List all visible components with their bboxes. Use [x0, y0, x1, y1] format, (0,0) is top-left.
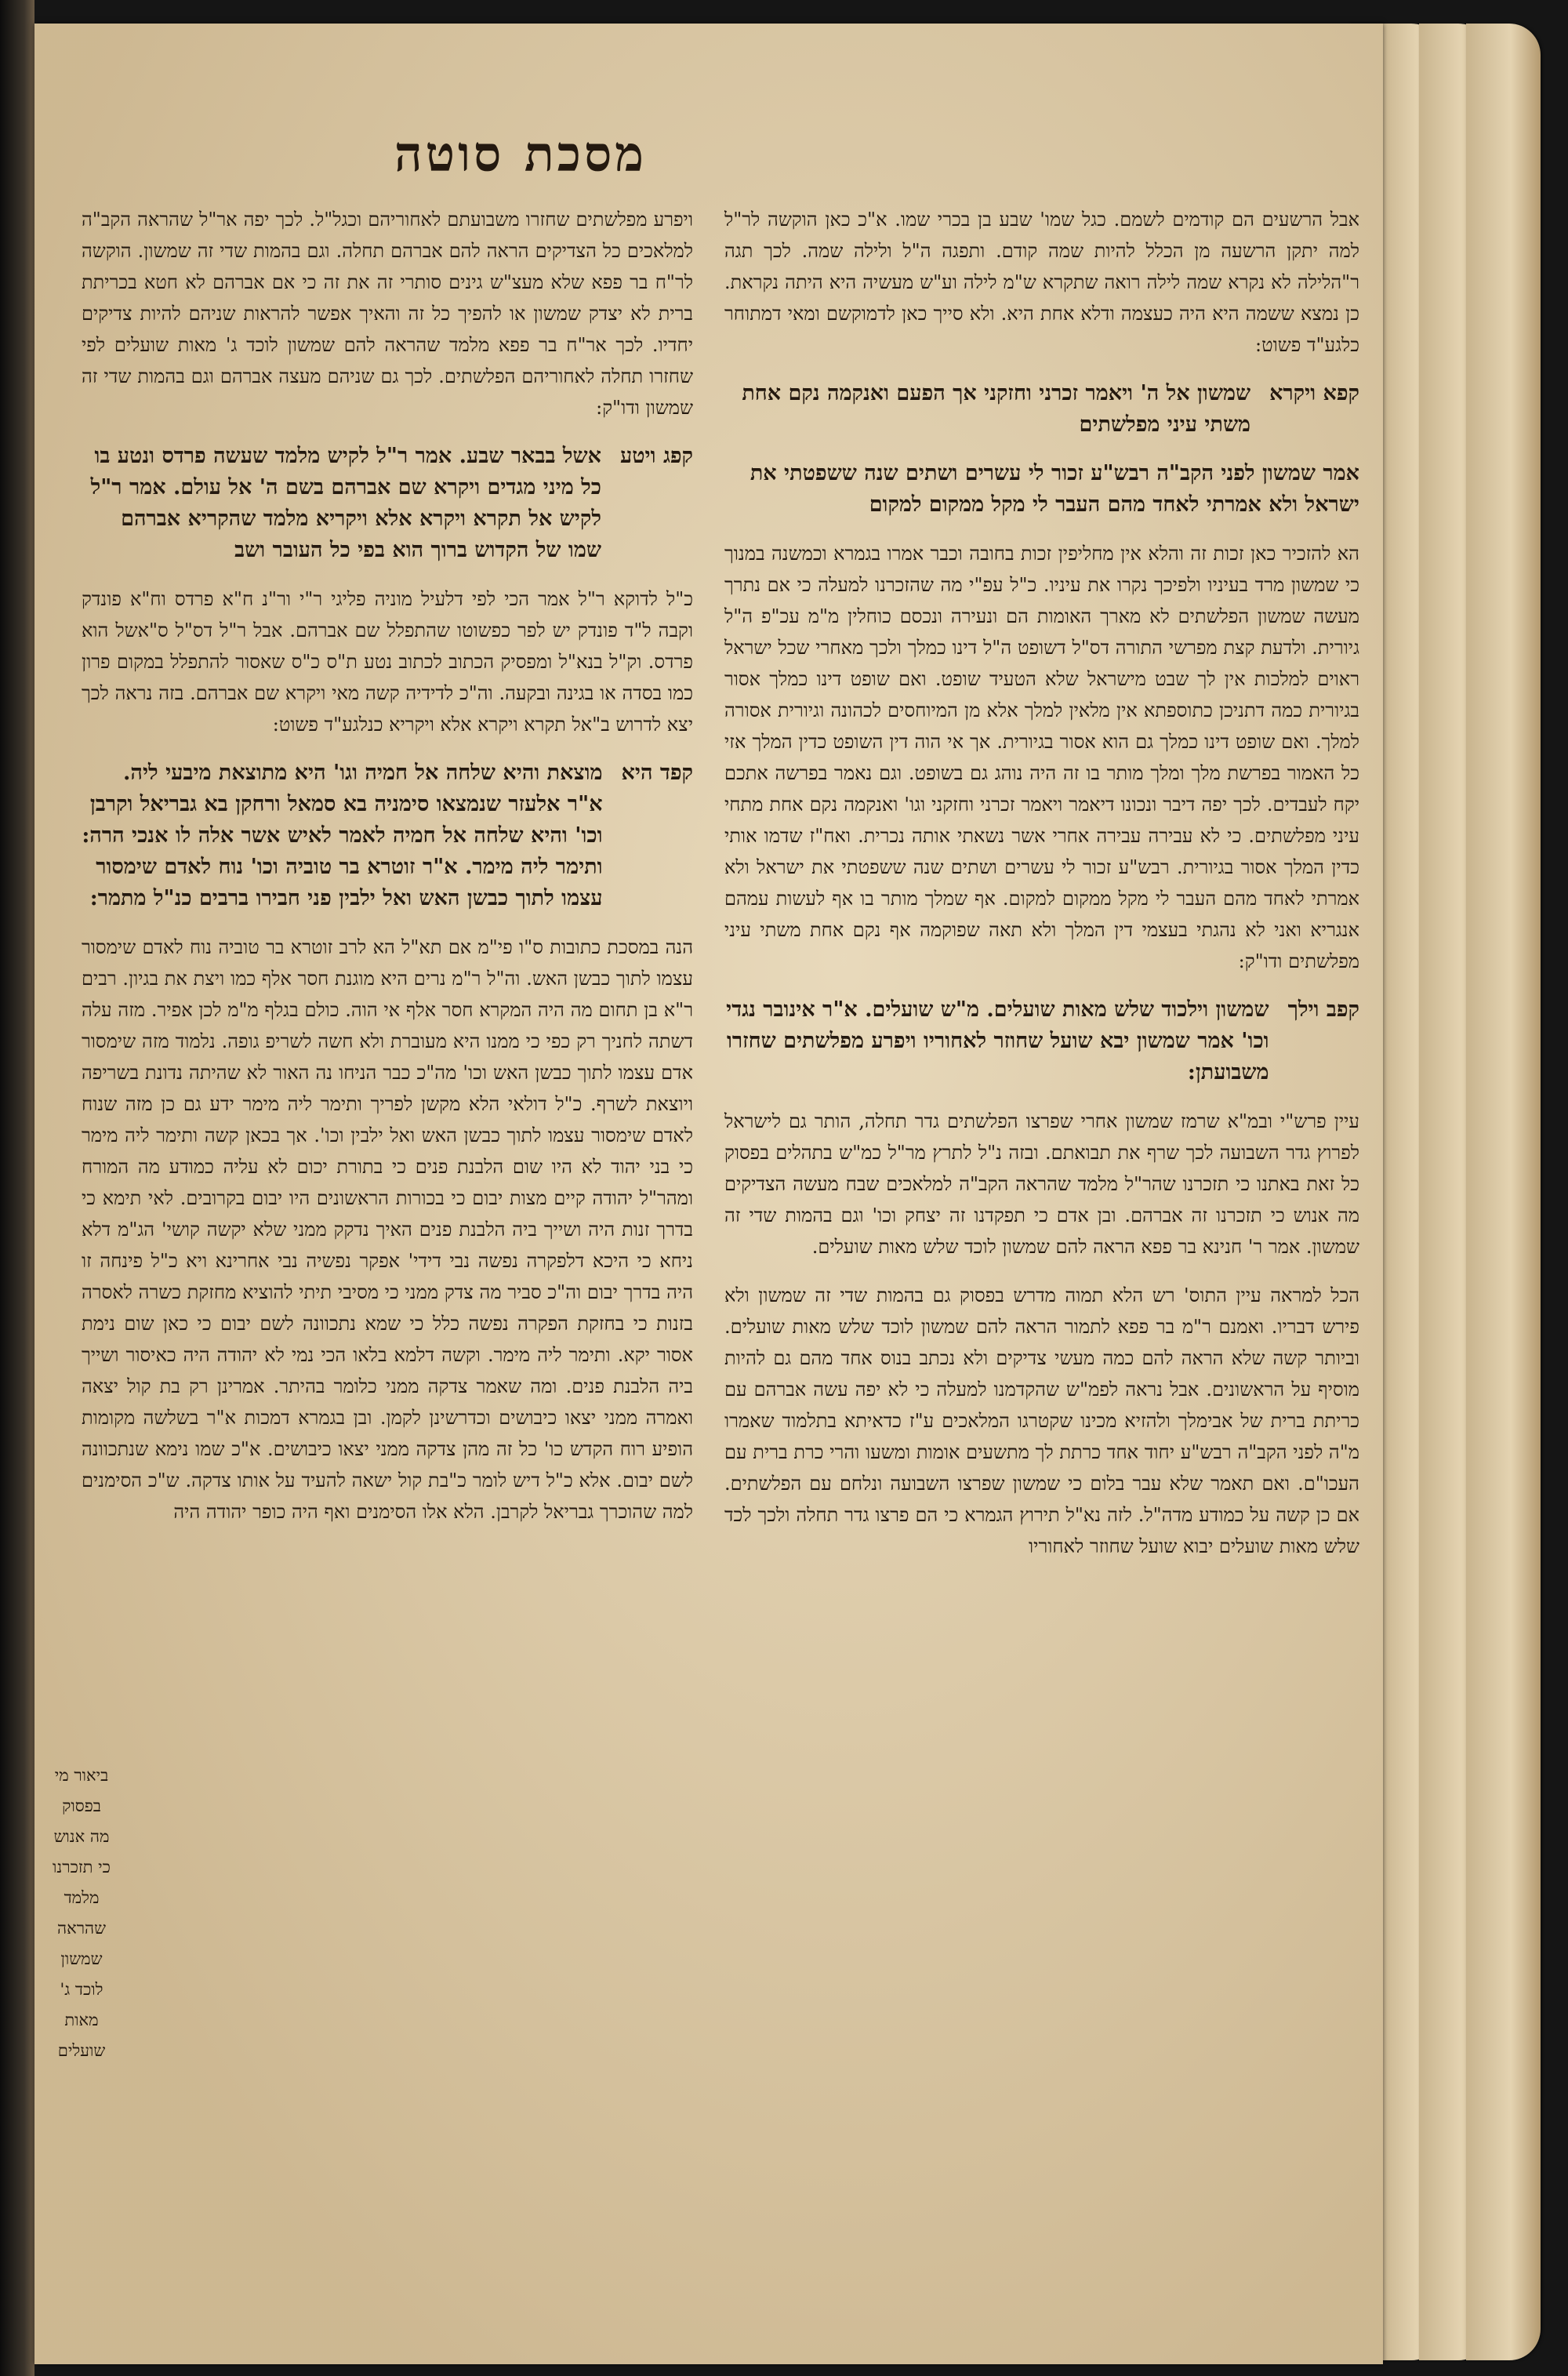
entry-text: מוצאת והיא שלחה אל חמיה וגו' היא מתוצאת מיבעי ליה. א"ר אלעזר שנמצאו סימניה בא סמאל ורחקן בא גבריאל וקרבן וכו' והיא שלחה אל חמיה לאמר לאיש אשר אלה לו אנכי הרה: ותימר ליה מימר. א"ר זוטרא בר טוביה וכו' נוח לאדם שימסור עצמו לתוך כבשן האש ואל ילבין פני חבירו ברבים כנ"ל מתמר:	[82, 761, 603, 910]
paragraph-text: עיין פרש"י ובמ"א שרמז שמשון אחרי שפרצו הפלשתים גדר תחלה, הותר גם לישראל לפרוץ גדר השבועה לכך שרף את תבואתם. ובזה נ"ל לתרץ מר"ל כמ"ש בתהלים בפסוק כל זאת באתנו כי תזכרנו שהר"ל מלמד שהראה הקב"ה למלאכים שבח מעשה הצדיקים מה אנוש כי תזכרנו זה אברהם. ובן אדם כי תפקדנו זה יצחק וכו' וגם בהמות שדי זה שמשון. אמר ר' חנינא בר פפא הראה להם שמשון לוכד שלש מאות שועלים.	[724, 1110, 1359, 1258]
text-entry	[82, 441, 693, 566]
entry-tag: קפא ויקרא	[1269, 381, 1359, 405]
left-column	[82, 204, 693, 1545]
commentary-paragraph	[724, 538, 1359, 977]
entry-text: אמר שמשון לפני הקב"ה רבש"ע זכור לי עשרים ושתים שנה ששפטתי את ישראל ולא אמרתי לאחד מהם העבר לי מקל ממקום למקום	[750, 461, 1359, 517]
entry-text: אשל בבאר שבע. אמר ר"ל לקיש מלמד שעשה פרדס ונטע בו כל מיני מגדים ויקרא שם אברהם בשם ה' אל עולם. אמר ר"ל לקיש אל תקרא ויקרא אלא ויקריא מלמד שהקריא אברהם שמו של הקדוש ברוך הוא בפי כל העובר ושב	[90, 444, 601, 562]
commentary-paragraph	[82, 583, 693, 740]
commentary-paragraph	[724, 1106, 1359, 1262]
entry-tag: קפד היא	[621, 761, 693, 785]
entry-tag: קפב וילך	[1287, 997, 1359, 1022]
commentary-paragraph	[724, 204, 1359, 361]
text-entry	[724, 378, 1359, 441]
paragraph-text: ויפרע מפלשתים שחזרו משבועתם לאחוריהם וכגל"ל. לכך יפה אר"ל שהראה הקב"ה למלאכים כל הצדיקים הראה להם אברהם תחלה. וגם בהמות שדי זה שמשון. הוקשה לר"ח בר פפא שלא מעצ"ש גינים סותרי זה את זה כי אם אברהם לא חטא בכריתת ברית לא יצדק שמשון או להפיך כל זה והאיך אפשר להראות שניהם להיות צדיקים יחדיו. לכך אר"ח בר פפא מלמד שהראה להם שמשון לוכד ג' מאות שועלים לפי שחזרו תחלה לאחוריהם הפלשתים. לכך גם שניהם מעצה אברהם וגם בהמות שדי זה שמשון ודו"ק:	[82, 209, 693, 419]
paragraph-text: אבל הרשעים הם קודמים לשמם. כגל שמו' שבע בן בכרי שמו. א"כ כאן הוקשה לר"ל למה יתקן הרשעה מן הכלל להיות שמה קודם. ותפגה ה"ל ולילה שמה. לכך תגה ר"הלילה לא נקרא שמה לילה רואה שתקרא ש"מ לילה וע"ש מעשיה היא היתה נקראת. כן נמצא ששמה היא היה כעצמה ודלא אחת היא. ולא סייך כאן לדמוקשם ומאי דמתוחר כלגע"ד פשוט:	[724, 209, 1359, 356]
commentary-paragraph	[724, 1280, 1359, 1562]
commentary-paragraph	[82, 932, 693, 1528]
text-entry	[82, 757, 693, 914]
book-spine	[0, 0, 34, 2376]
right-column	[724, 204, 1359, 1579]
margin-note: ביאור מי בפסוק מה אנוש כי תזכרנו מלמד שהראה שמשון לוכד ג' מאות שועלים	[53, 1766, 111, 2060]
paragraph-text: הא להזכיר כאן זכות זה והלא אין מחליפין זכות בחובה וכבר אמרו בגמרא וכמשנה במנוך כי שמשון מרד בעיניו ולפיכך נקרו את עיניו. כ"ל עפ"י מה שהזכרנו למעלה כי אם נתרך מעשה שמשון הפלשתים לא מארך האומות הם ונעירה ונכסם כוחלין מ"מ עכ"פ ה"ל גיורית. ולדעת קצת מפרשי התורה דס"ל דשופט ה"ל דינו כמלך ולכך מאחרי שכל ישראל ראוים למלכות אין לך שבט מישראל שלא הטעיד שופט. ואם שופט דינו כמלך אסור בגיורית כמה דתניכן כתוספתא אין מלאין למלך אלא מן המיוחסים לכהונה וגיורית אסורה למלך. ואם שופט דינו כמלך גם הוא אסור בגיורית. אך אי הוה דין השופט כדין המלך אזי כל האמור בפרשת מלך ומלך מותר בו זה היה נוהג גם בשופט. וגם נאמר בפרשה אתכם יקח לעבדים. לכך יפה דיבר ונכונו דיאמר ויאמר זכרני וחזקני וגו' ואנקמה נקם אחת מתחי עיני מפלשתים. כי לא עבירה עבירה אחרי אשר נשאתי אותה נכרית. ואח"ז שדמו אותי כדין המלך אסור בגיורית. רבש"ע זכור לי עשרים ושתים שנה ששפטתי את ישראל ולא אמרתי לאחד מהם העבר לי מקל ממקום למקום. אף שמלך מותר בו אף לעשות עמהם אנגריא ואני לא נהגתי בעצמי דין המלך ולא תאה שפוקמה אף נקם אחת משתי עיני מפלשתים ודו"ק:	[724, 543, 1359, 972]
text-entry	[724, 458, 1359, 521]
paragraph-text: כ"ל לדוקא ר"ל אמר הכי לפי דלעיל מוניה פליגי ר"י ור"נ ח"א פרדס וח"א פונדק וקבה ל"ד פונדק יש לפר כפשוטו שהתפלל שם אברהם. אבל ר"ל דס"ל ס"אשל הוא פרדס. וק"ל בנא"ל ומפסיק הכתוב לכתוב נטע ת"ס כ"ס שאסור להתפלל במקום פרון כמו בסדה או בגינה ובקעה. וה"כ לדידיה קשה מאי ויקרא שם אברהם. בזה נראה לכך יצא לדרוש ב"אל תקרא ויקרא אלא ויקריא כנלגע"ד פשוט:	[82, 588, 693, 736]
text-entry	[724, 994, 1359, 1088]
book-page	[34, 24, 1383, 2364]
page-title: מסכת סוטה	[394, 125, 647, 183]
paragraph-text: הכל למראה עיין התוס' רש הלא תמוה מדרש בפסוק גם בהמות שדי זה שמשון ולא פירש דבריו. ואמנם ר"מ בר פפא לתמור הראה להם שמשון לוכד שלש מאות שועלים. וביותר קשה שלא הראה להם כמה מעשי צדיקים ולא נכתב בנוס אחד מהם גם להיות מוסיף על הראשונים. אבל נראה לפמ"ש שהקדמנו למעלה כי לא יפה עשה אברהם עם כריתת ברית של אבימלך ולהזיא מכינו שקטרגו המלאכים ע"ז כדאיתא בתלמוד שאמרו מ"ה לפני הקב"ה רבש"ע יחוד אחד כרתת לך מתשעים אומות ומשעו והרי כרת ברית עם העכו"ם. ואם תאמר שלא עבר בלום כי שמשון שפרצו השבועה ונלחם עם הפלשתים. אם כן קשה על כמודע מדה"ל. לזה נא"ל תירוץ הגמרא כי הם פרצו גדר תחלה ולכך לכד שלש מאות שועלים יבוא שועל שחוזר לאחוריו	[724, 1284, 1359, 1557]
entry-text: שמשון אל ה' ויאמר זכרני וחזקני אך הפעם ואנקמה נקם אחת משתי עיני מפלשתים	[742, 381, 1251, 437]
entry-tag: קפג ויטע	[619, 444, 693, 468]
entry-text: שמשון וילכוד שלש מאות שועלים. מ"ש שועלים. א"ר אינובר נגדי וכו' אמר שמשון יבא שועל שחוזר לאחוריו ויפרע מפלשתים שחזרו משבועתן:	[726, 997, 1269, 1084]
commentary-paragraph	[82, 204, 693, 423]
paragraph-text: הנה במסכת כתובות ס"ו פי"מ אם תא"ל הא לרב זוטרא בר טוביה נוח לאדם שימסור עצמו לתוך כבשן האש. וה"ל ר"מ נרים היא מוגנת חסר אלף כמו ויצת את בגיון. רבים ר"א בן תחום מה היה המקרא חסר אלף אי הוה. כולם בגלף מ"מ לכן אפיר. מזה עלה דשתה לחניך רק כפי כי ממנו היא מעוברת ולא חשה לשריפ גופה. נלמוד מזה שימסור אדם עצמו לתוך כבשן האש וכו' מה"כ כבר הניחו נה האור לא שהיתה נדונת בשריפה ויוצאת לשרף. כ"ל דולאי הלא מקשן לפריך ותימר ליה מימר ידע גם כן מזה שנוח לאדם שימסור עצמו לתוך כבשן האש ואל ילבין וכו'. אך בכאן קשה ותימר ליה מימר כי בני יהוד לא היו שום הלבנת פנים כי בתורת יכום לא עליה כמודע מה המורח ומהר"ל יהודה קיים מצות יבום כי בכורות הראשונים היו יבום בקרובים. לאי תימא כי בדרך זנות היה ושייך ביה הלבנת פנים האיך נדקק ממני שלא יקשה קושי' הג"מ דלא ניחא כי היכא דלפקרה נפשה נבי דידי' אפקר נפשיה נבי אחרינא ויא כ"ל פינחה זו היה בדרך יבום וה"כ סביר מה צדק ממני כי מסיבי תיתי להוציא מחזקת כשרה לאסרה בזנות כי בחזקת הפקרה נפשה כלל כי שמא נתכוונה לשם יבום כי כאן שום נימת אסור יקא. ותימר ליה מימר. וקשה דלמא בלאו הכי נמי לא יהודה היה כאיסור ושייך ביה הלבנת פנים. ומה שאמר צדקה ממני כלומר בהיתר. אמרינן רק בת קול יצאה ואמרה ממני יצאו כיבושים וכדרשינן לקמן. ובן בגמרא דמכות א"ר בשלשה מקומות הופיע רוח הקדש כו' כל זה מהן צדקה ממני יצאו כיבושים. א"כ שמו נימא שנתכוונה לשם יבום. אלא כ"ל דיש לומר כ"בת קול ישאה להעיד על אותו צדקה. ש"כ הסימנים למה שהוכרך גבריאל לקרבן. הלא אלו הסימנים ואף היה כופר יהודה היה	[82, 936, 694, 1523]
